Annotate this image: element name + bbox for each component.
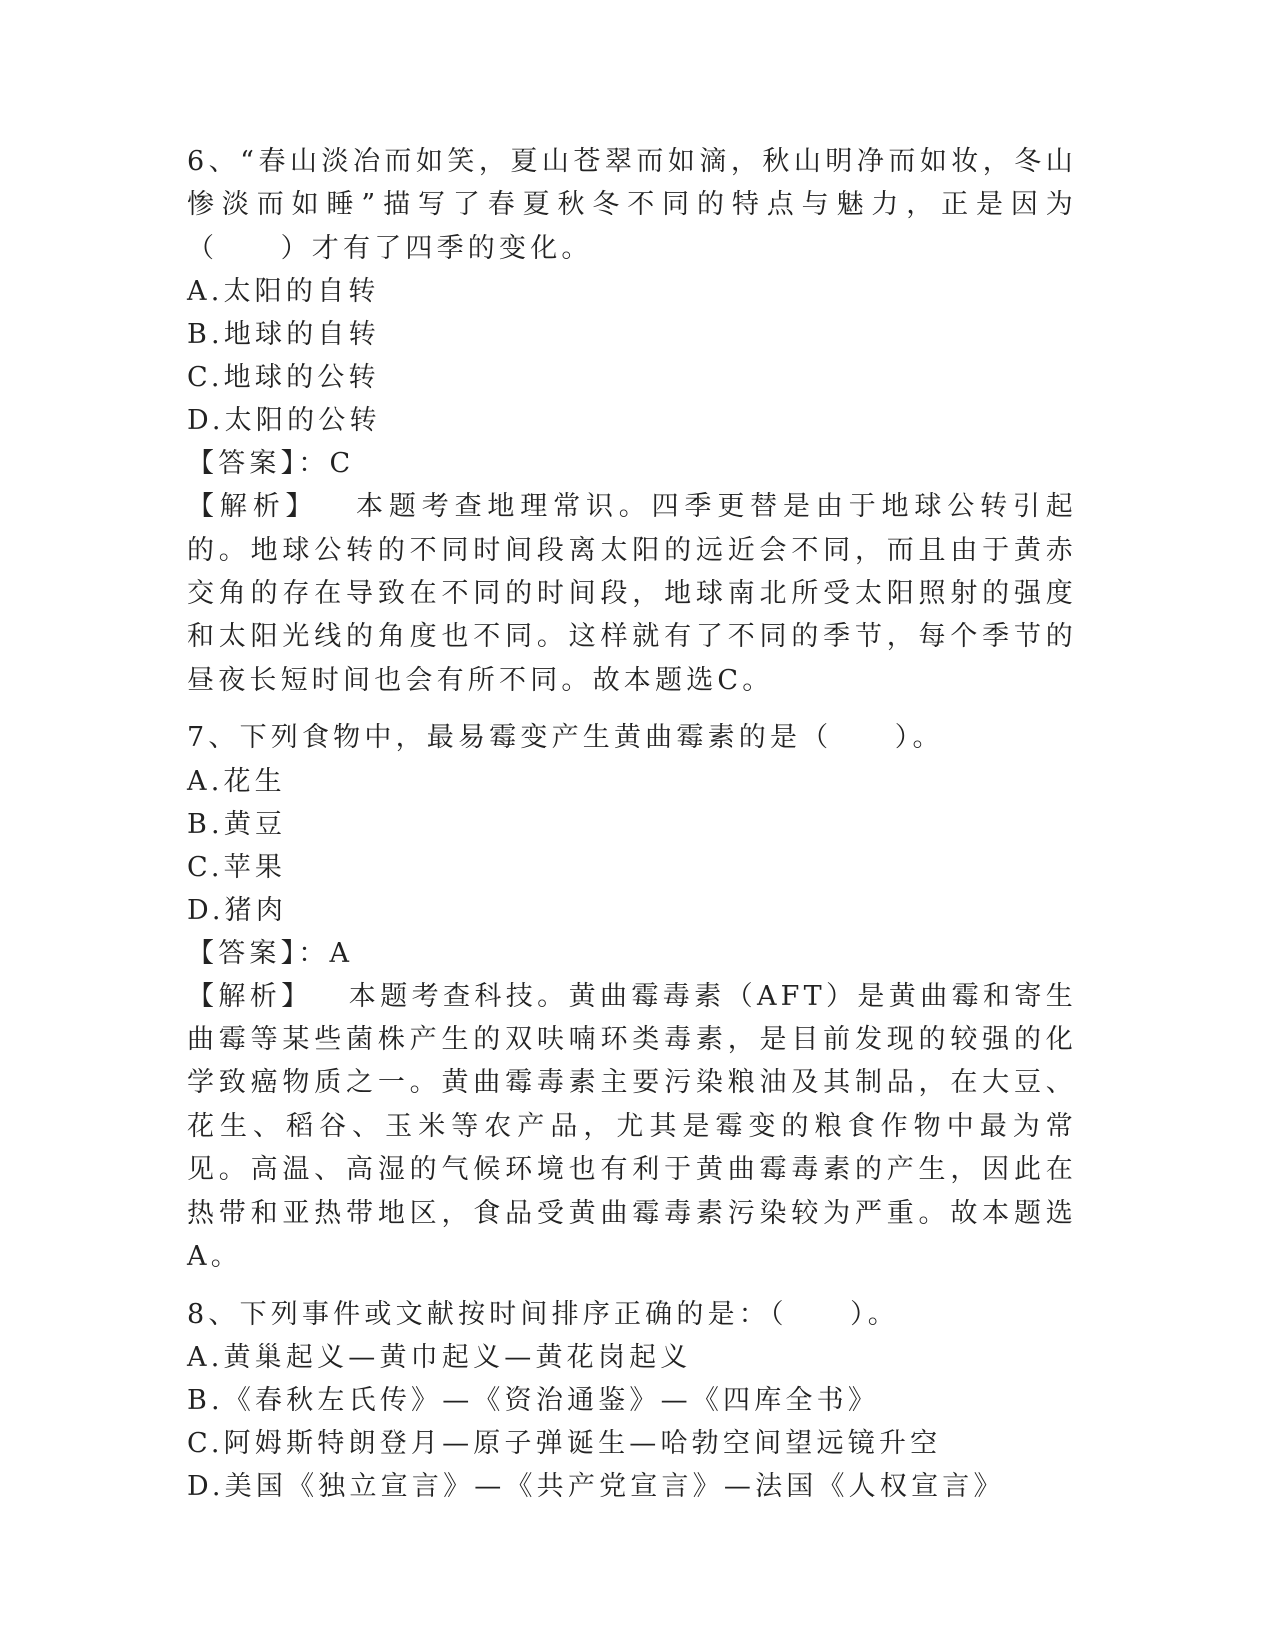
question-8: [187, 1293, 1087, 1508]
answer-label: 【答案】：: [187, 937, 330, 969]
explanation-label: 【解析】: [187, 980, 313, 1012]
explanation: [187, 975, 1077, 1279]
option-b: B.黄豆: [187, 808, 287, 840]
option-d: D.太阳的公转: [187, 405, 381, 437]
answer-line: [187, 932, 1087, 975]
explanation-text: 本题考查地理常识。四季更替是由于地球公转引起的。地球公转的不同时间段离太阳的远近会不同，而且由于黄赤交角的存在导致在不同的时间段，地球南北所受太阳照射的强度和太阳光线的角度也不同。这样就有了不同的季节，每个季节的昼夜长短时间也会有所不同。故本题选C。: [187, 491, 1077, 696]
option-a: A.太阳的自转: [187, 276, 380, 308]
answer-value: A: [329, 937, 354, 969]
option-b: B.《春秋左氏传》—《资治通鉴》—《四库全书》: [187, 1384, 880, 1416]
question-stem: 8、下列事件或文献按时间排序正确的是：（ ）。: [187, 1298, 899, 1330]
option-c: C.阿姆斯特朗登月—原子弹诞生—哈勃空间望远镜升空: [187, 1427, 942, 1459]
option-a: A.黄巢起义—黄巾起义—黄花岗起义: [187, 1341, 692, 1373]
option-d: D.猪肉: [187, 894, 288, 926]
answer-value: C: [329, 448, 355, 480]
explanation: [187, 485, 1077, 702]
option-c: C.地球的公转: [187, 362, 380, 394]
option-b: B.地球的自转: [187, 319, 380, 351]
question-stem: 7、下列食物中，最易霉变产生黄曲霉素的是（ ）。: [187, 722, 944, 754]
explanation-label: 【解析】: [187, 491, 319, 523]
answer-label: 【答案】：: [187, 448, 330, 480]
option-a: A.花生: [187, 765, 286, 797]
question-6: [187, 140, 1087, 702]
question-stem: 6、“春山淡冶而如笑，夏山苍翠而如滴，秋山明净而如妆，冬山惨淡而如睡”描写了春夏秋冬不同的特点与魅力，正是因为（ ）才有了四季的变化。: [187, 146, 1077, 264]
option-c: C.苹果: [187, 851, 287, 883]
answer-line: [187, 442, 1087, 485]
question-7: [187, 716, 1087, 1278]
explanation-text: 本题考查科技。黄曲霉毒素（AFT）是黄曲霉和寄生曲霉等某些菌株产生的双呋喃环类毒素，是目前发现的较强的化学致癌物质之一。黄曲霉毒素主要污染粮油及其制品，在大豆、花生、稻谷、玉米等农产品，尤其是霉变的粮食作物中最为常见。高温、高湿的气候环境也有利于黄曲霉毒素的产生，因此在热带和亚热带地区，食品受黄曲霉毒素污染较为严重。故本题选A。: [187, 980, 1077, 1273]
document-page: [187, 140, 1087, 1508]
option-d: D.美国《独立宣言》—《共产党宣言》—法国《人权宣言》: [187, 1470, 1005, 1502]
